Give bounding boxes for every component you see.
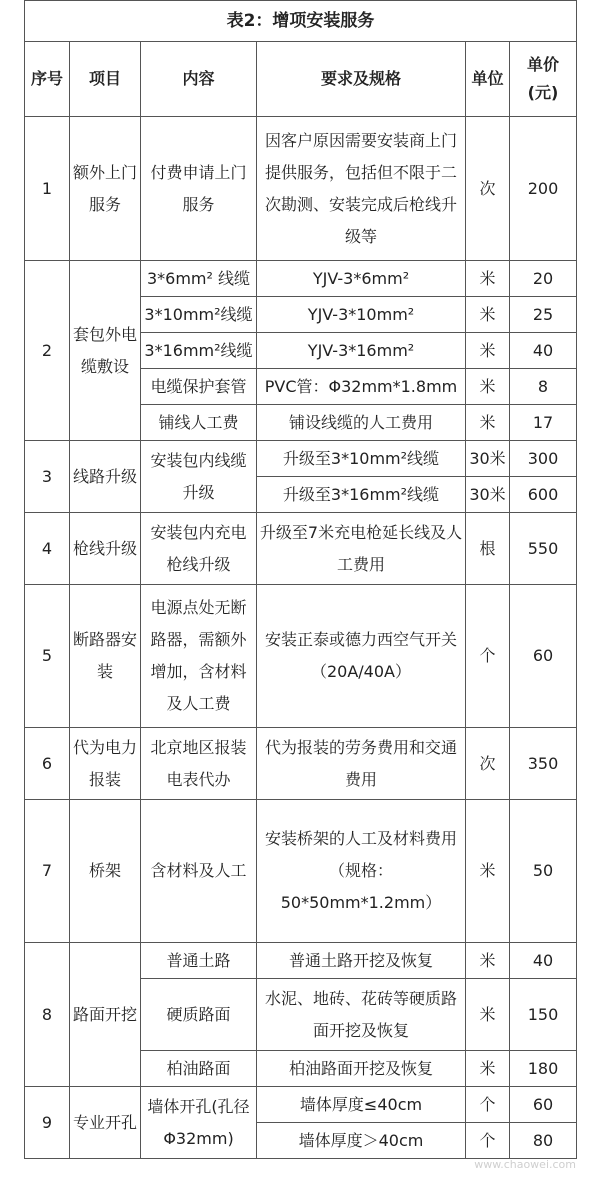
cell-unit: 个 [466,1087,510,1123]
cell-no: 3 [25,441,70,513]
cell-content: 北京地区报装电表代办 [141,728,257,800]
cell-price: 40 [510,333,577,369]
cell-content: 电源点处无断路器，需额外增加，含材料及人工费 [141,585,257,728]
cell-unit: 米 [466,800,510,943]
cell-item: 专业开孔 [70,1087,141,1159]
cell-price: 50 [510,800,577,943]
cell-price: 8 [510,369,577,405]
table-row [25,117,577,261]
cell-spec: 铺设线缆的人工费用 [257,405,466,441]
cell-content: 3*16mm²线缆 [141,333,257,369]
cell-no: 6 [25,728,70,800]
cell-spec: 安装桥架的人工及材料费用（规格：50*50mm*1.2mm） [257,800,466,943]
cell-price: 200 [510,117,577,261]
cell-item: 额外上门服务 [70,117,141,261]
cell-content: 硬质路面 [141,979,257,1051]
table-row [25,943,577,979]
cell-spec: 代为报装的劳务费用和交通费用 [257,728,466,800]
cell-item: 桥架 [70,800,141,943]
header-row [25,42,577,117]
watermark: www.chaowei.com [474,1158,576,1171]
cell-price: 600 [510,477,577,513]
cell-unit: 个 [466,585,510,728]
cell-content: 普通土路 [141,943,257,979]
cell-no: 1 [25,117,70,261]
cell-no: 8 [25,943,70,1087]
table-row [25,585,577,728]
cell-price: 180 [510,1051,577,1087]
cell-unit: 米 [466,369,510,405]
table-row [25,800,577,943]
cell-spec: 柏油路面开挖及恢复 [257,1051,466,1087]
cell-content: 安装包内线缆升级 [141,441,257,513]
cell-item: 枪线升级 [70,513,141,585]
cell-item: 套包外电缆敷设 [70,261,141,441]
cell-item: 线路升级 [70,441,141,513]
cell-unit: 个 [466,1123,510,1159]
cell-content: 3*6mm² 线缆 [141,261,257,297]
cell-price: 20 [510,261,577,297]
cell-spec: 普通土路开挖及恢复 [257,943,466,979]
cell-price: 60 [510,1087,577,1123]
header-item: 项目 [70,42,141,117]
header-no: 序号 [25,42,70,117]
cell-unit: 30米 [466,477,510,513]
cell-spec: 升级至7米充电枪延长线及人工费用 [257,513,466,585]
cell-no: 7 [25,800,70,943]
cell-content: 付费申请上门服务 [141,117,257,261]
cell-content: 含材料及人工 [141,800,257,943]
header-spec: 要求及规格 [257,42,466,117]
cell-price: 17 [510,405,577,441]
cell-content: 铺线人工费 [141,405,257,441]
header-unit: 单位 [466,42,510,117]
cell-unit: 根 [466,513,510,585]
cell-content: 安装包内充电枪线升级 [141,513,257,585]
cell-price: 550 [510,513,577,585]
service-table [24,0,577,1159]
cell-no: 9 [25,1087,70,1159]
cell-price: 60 [510,585,577,728]
cell-price: 300 [510,441,577,477]
cell-price: 80 [510,1123,577,1159]
header-price: 单价(元) [510,42,577,117]
table-row [25,513,577,585]
cell-spec: 水泥、地砖、花砖等硬质路面开挖及恢复 [257,979,466,1051]
cell-spec: YJV-3*10mm² [257,297,466,333]
cell-spec: 升级至3*16mm²线缆 [257,477,466,513]
cell-unit: 30米 [466,441,510,477]
table-row [25,728,577,800]
cell-price: 150 [510,979,577,1051]
cell-content: 3*10mm²线缆 [141,297,257,333]
cell-no: 2 [25,261,70,441]
cell-spec: 安装正泰或德力西空气开关（20A/40A） [257,585,466,728]
cell-unit: 米 [466,943,510,979]
cell-no: 5 [25,585,70,728]
header-content: 内容 [141,42,257,117]
cell-spec: 墙体厚度＞40cm [257,1123,466,1159]
table-row [25,441,577,477]
table-row [25,261,577,297]
cell-spec: 墙体厚度≤40cm [257,1087,466,1123]
cell-unit: 米 [466,333,510,369]
table-title: 表2：增项安装服务 [24,0,577,41]
cell-item: 断路器安装 [70,585,141,728]
cell-unit: 米 [466,979,510,1051]
cell-spec: YJV-3*6mm² [257,261,466,297]
cell-spec: PVC管：Φ32mm*1.8mm [257,369,466,405]
cell-item: 路面开挖 [70,943,141,1087]
cell-unit: 次 [466,728,510,800]
cell-price: 40 [510,943,577,979]
cell-price: 350 [510,728,577,800]
cell-spec: 因客户原因需要安装商上门提供服务，包括但不限于二次勘测、安装完成后枪线升级等 [257,117,466,261]
cell-unit: 米 [466,405,510,441]
cell-spec: 升级至3*10mm²线缆 [257,441,466,477]
cell-content: 柏油路面 [141,1051,257,1087]
table-row [25,1087,577,1123]
cell-unit: 次 [466,117,510,261]
cell-no: 4 [25,513,70,585]
cell-item: 代为电力报装 [70,728,141,800]
cell-price: 25 [510,297,577,333]
cell-unit: 米 [466,297,510,333]
cell-unit: 米 [466,1051,510,1087]
cell-content: 电缆保护套管 [141,369,257,405]
cell-content: 墙体开孔(孔径Φ32mm) [141,1087,257,1159]
cell-spec: YJV-3*16mm² [257,333,466,369]
cell-unit: 米 [466,261,510,297]
